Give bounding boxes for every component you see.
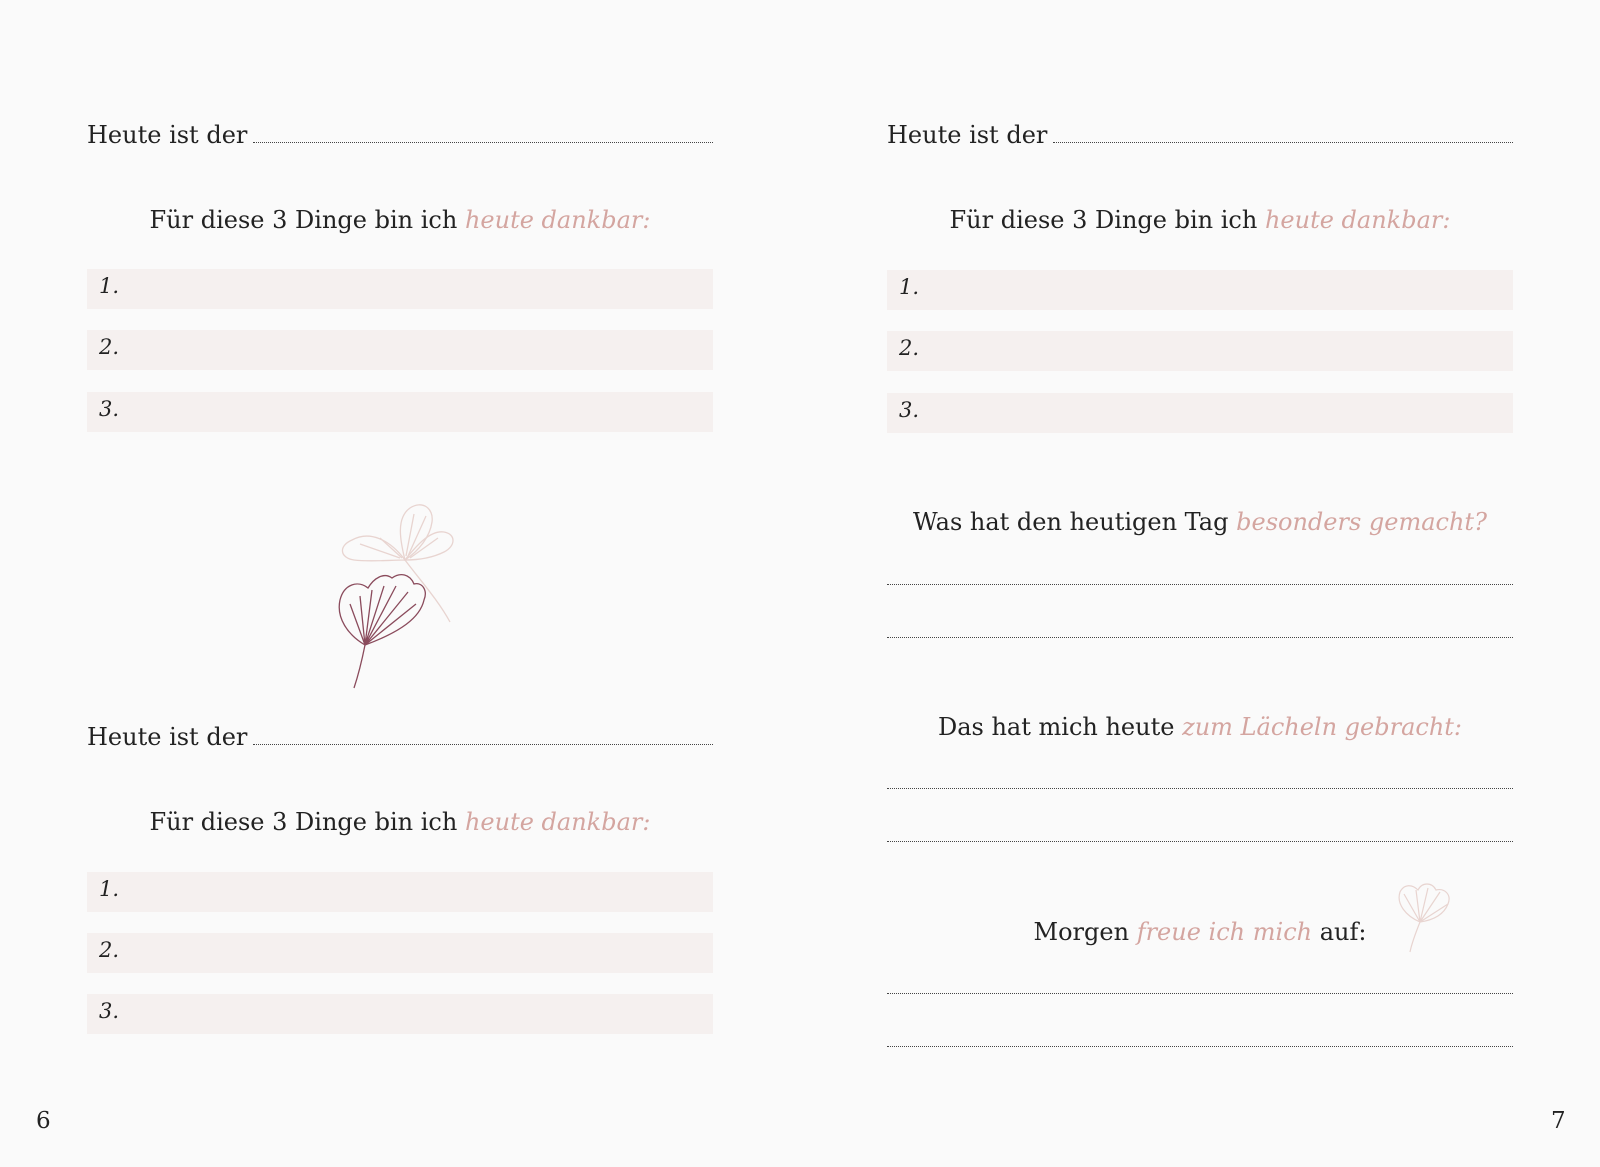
gratitude-heading xyxy=(87,808,713,836)
gratitude-field-2[interactable] xyxy=(887,331,1513,371)
page-number: 7 xyxy=(1551,1108,1566,1134)
gratitude-heading-text: Für diese 3 Dinge bin ich xyxy=(949,206,1258,234)
date-field[interactable] xyxy=(253,114,713,143)
writing-line[interactable] xyxy=(887,584,1513,585)
page-number: 6 xyxy=(36,1108,51,1134)
item-number: 1. xyxy=(99,877,120,901)
gratitude-field-1[interactable] xyxy=(887,270,1513,310)
date-row xyxy=(87,716,713,751)
right-page xyxy=(800,0,1600,1167)
smile-heading-text: Das hat mich heute xyxy=(937,713,1175,741)
date-field[interactable] xyxy=(1053,114,1513,143)
special-heading-accent: besonders gemacht? xyxy=(1236,508,1487,536)
gratitude-field-1[interactable] xyxy=(87,872,713,912)
gratitude-field-3[interactable] xyxy=(887,393,1513,433)
item-number: 3. xyxy=(899,398,920,422)
item-number: 2. xyxy=(899,336,920,360)
writing-line[interactable] xyxy=(887,993,1513,994)
date-row xyxy=(887,114,1513,149)
item-number: 2. xyxy=(99,335,120,359)
gratitude-field-2[interactable] xyxy=(87,933,713,973)
gratitude-heading-text: Für diese 3 Dinge bin ich xyxy=(149,808,458,836)
writing-line[interactable] xyxy=(887,841,1513,842)
writing-line[interactable] xyxy=(887,1046,1513,1047)
date-field[interactable] xyxy=(253,716,713,745)
tomorrow-heading-accent: freue ich mich xyxy=(1136,918,1313,946)
ginkgo-leaves-icon xyxy=(330,500,470,690)
gratitude-heading xyxy=(87,206,713,234)
special-heading xyxy=(887,508,1513,536)
gratitude-field-2[interactable] xyxy=(87,330,713,370)
item-number: 3. xyxy=(99,397,120,421)
item-number: 1. xyxy=(899,275,920,299)
smile-heading xyxy=(887,713,1513,741)
small-ginkgo-leaf-icon xyxy=(1390,880,1460,956)
item-number: 2. xyxy=(99,938,120,962)
gratitude-heading-accent: heute dankbar: xyxy=(464,206,651,234)
writing-line[interactable] xyxy=(887,788,1513,789)
smile-heading-accent: zum Lächeln gebracht: xyxy=(1182,713,1463,741)
writing-line[interactable] xyxy=(887,637,1513,638)
date-row xyxy=(87,114,713,149)
special-heading-text: Was hat den heutigen Tag xyxy=(913,508,1229,536)
gratitude-heading-accent: heute dankbar: xyxy=(464,808,651,836)
gratitude-heading-text: Für diese 3 Dinge bin ich xyxy=(149,206,458,234)
date-label: Heute ist der xyxy=(87,723,248,751)
tomorrow-heading-pre: Morgen xyxy=(1033,918,1130,946)
gratitude-field-3[interactable] xyxy=(87,392,713,432)
item-number: 1. xyxy=(99,274,120,298)
item-number: 3. xyxy=(99,999,120,1023)
date-label: Heute ist der xyxy=(887,121,1048,149)
gratitude-heading xyxy=(887,206,1513,234)
tomorrow-heading-post: auf: xyxy=(1319,918,1367,946)
date-label: Heute ist der xyxy=(87,121,248,149)
gratitude-field-3[interactable] xyxy=(87,994,713,1034)
gratitude-field-1[interactable] xyxy=(87,269,713,309)
gratitude-heading-accent: heute dankbar: xyxy=(1264,206,1451,234)
